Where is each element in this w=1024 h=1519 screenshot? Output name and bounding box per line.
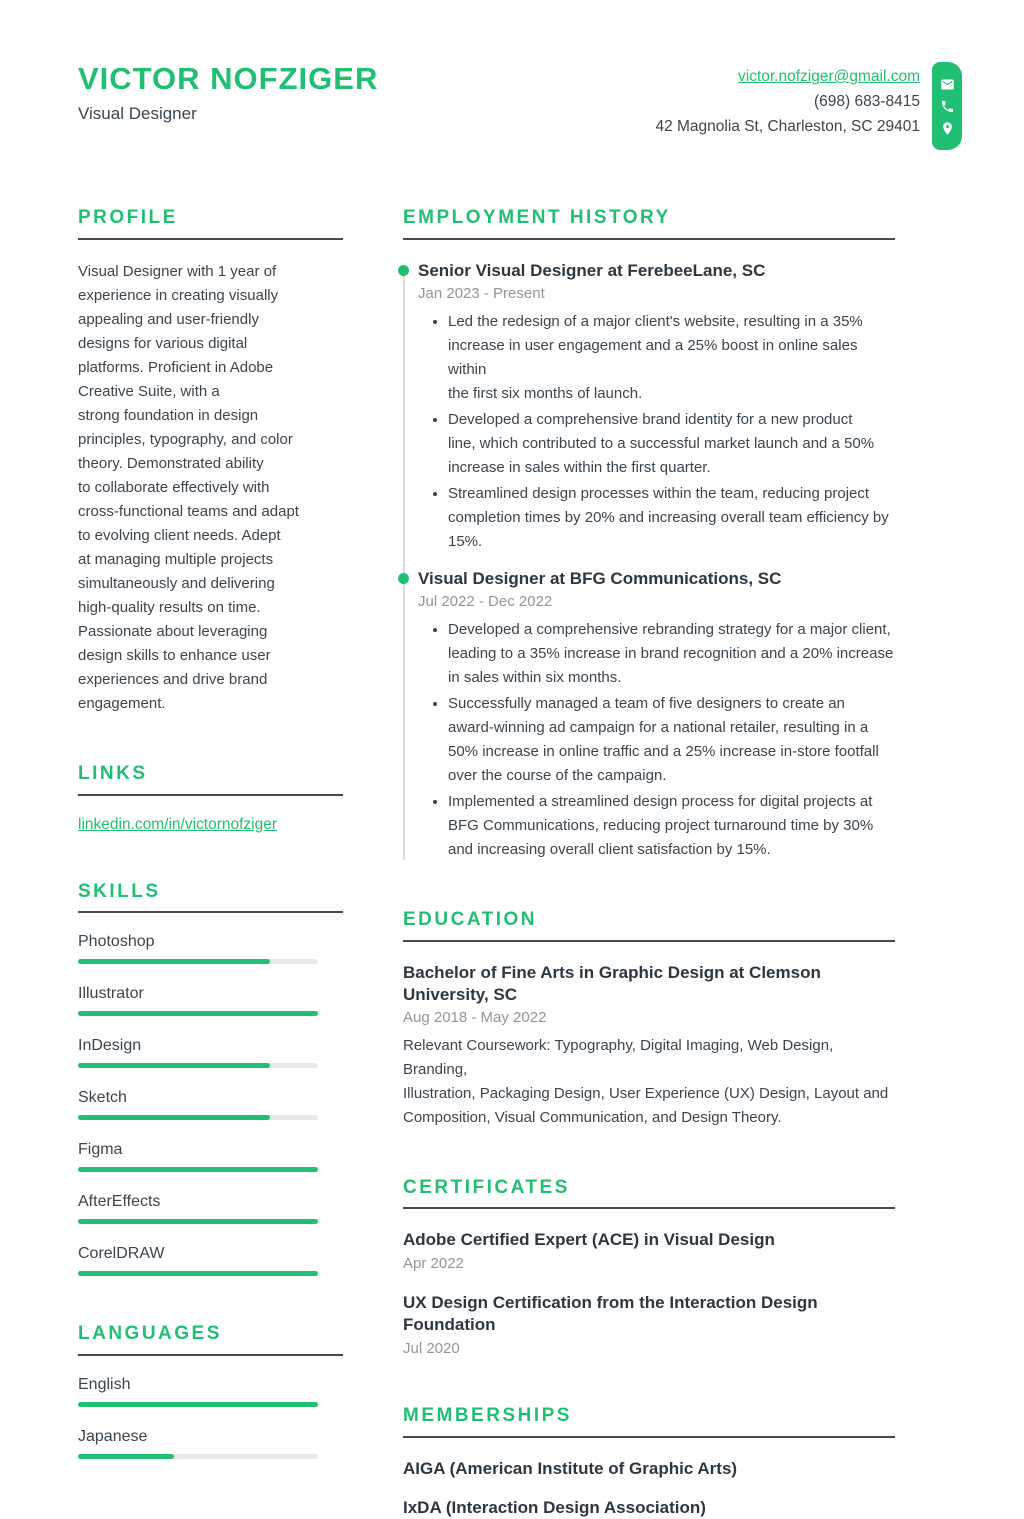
job-bullet: • Led the redesign of a major client's website, resulting in a 35% increase in user engagement and a 25% boost in online sales within the first six months of launch. bbox=[448, 310, 895, 406]
job-title: Senior Visual Designer at FerebeeLane, SC bbox=[418, 260, 766, 280]
body-columns bbox=[78, 207, 962, 1519]
job-dates: Jul 2022 - Dec 2022 bbox=[418, 592, 553, 610]
language-label: English bbox=[78, 1376, 131, 1394]
skill-bar-fill bbox=[78, 1167, 318, 1172]
section-skills bbox=[78, 881, 343, 1277]
profile-text: Visual Designer with 1 year of experience in creating visually appealing and user-friendly designs for various digital platforms. Proficient in Adobe Creative Suite, with a strong foundation in design principles, typography, and color theory. Demonstrated ability to collaborate effectively with cross-functional teams and adapt to evolving client needs. Adept at managing multiple projects simultaneously and delivering high-quality results on time. Passionate about leveraging design skills to enhance user experiences and drive brand engagement. bbox=[78, 262, 299, 712]
skill-bar bbox=[78, 1219, 318, 1224]
certificate-item bbox=[403, 1292, 895, 1358]
language-item bbox=[78, 1428, 343, 1459]
skill-bar-fill bbox=[78, 959, 270, 964]
skill-bar bbox=[78, 1115, 318, 1120]
language-bar bbox=[78, 1402, 318, 1407]
language-bar-fill bbox=[78, 1454, 174, 1459]
section-languages bbox=[78, 1323, 343, 1459]
skill-item bbox=[78, 933, 343, 964]
section-education bbox=[403, 909, 895, 1130]
contact-block bbox=[655, 62, 962, 150]
sidebar bbox=[78, 207, 343, 1519]
skill-label: AfterEffects bbox=[78, 1193, 161, 1211]
job-entry bbox=[418, 260, 895, 554]
linkedin-link[interactable]: linkedin.com/in/victornofziger bbox=[78, 815, 278, 833]
skill-bar bbox=[78, 1011, 318, 1016]
certificate-title: UX Design Certification from the Interaction Design Foundation bbox=[403, 1293, 818, 1335]
skill-item bbox=[78, 1141, 343, 1172]
person-name: VICTOR NOFZIGER bbox=[78, 61, 379, 96]
certificates-heading: CERTIFICATES bbox=[403, 1177, 895, 1210]
skill-bar-fill bbox=[78, 1219, 318, 1224]
skill-label: Photoshop bbox=[78, 933, 155, 951]
language-bar-fill bbox=[78, 1402, 318, 1407]
certificate-item bbox=[403, 1229, 895, 1273]
membership-item: AIGA (American Institute of Graphic Arts) bbox=[403, 1459, 738, 1479]
skill-item bbox=[78, 985, 343, 1016]
skill-bar bbox=[78, 959, 318, 964]
skill-bar bbox=[78, 1063, 318, 1068]
education-description: Relevant Coursework: Typography, Digital Imaging, Web Design, Branding, Illustration, Packaging Design, User Experience (UX) Design, Layout and Composition, Visual Communication, and Design Theory. bbox=[403, 1036, 889, 1126]
section-memberships bbox=[403, 1405, 895, 1519]
language-label: Japanese bbox=[78, 1428, 148, 1446]
skill-bar bbox=[78, 1271, 318, 1276]
mail-icon bbox=[940, 77, 955, 92]
language-item bbox=[78, 1376, 343, 1407]
skill-item bbox=[78, 1089, 343, 1120]
location-icon bbox=[940, 121, 955, 136]
employment-heading: EMPLOYMENT HISTORY bbox=[403, 207, 895, 240]
skill-bar-fill bbox=[78, 1115, 270, 1120]
language-bar bbox=[78, 1454, 318, 1459]
skill-bar-fill bbox=[78, 1011, 318, 1016]
skills-heading: SKILLS bbox=[78, 881, 343, 914]
job-bullet: • Developed a comprehensive rebranding strategy for a major client, leading to a 35% increase in brand recognition and a 20% increase in sales within six months. bbox=[448, 618, 895, 690]
header bbox=[78, 62, 962, 150]
phone-number: (698) 683-8415 bbox=[814, 93, 920, 110]
job-dates: Jan 2023 - Present bbox=[418, 284, 545, 302]
skill-bar-fill bbox=[78, 1271, 318, 1276]
skill-bar-fill bbox=[78, 1063, 270, 1068]
job-entry bbox=[418, 568, 895, 862]
job-bullet: • Streamlined design processes within the team, reducing project completion times by 20% and increasing overall team efficiency by 15%. bbox=[448, 482, 895, 554]
section-certificates bbox=[403, 1177, 895, 1359]
phone-icon bbox=[940, 99, 955, 114]
education-dates: Aug 2018 - May 2022 bbox=[403, 1008, 547, 1026]
skill-label: CorelDRAW bbox=[78, 1245, 165, 1263]
skill-label: Sketch bbox=[78, 1089, 127, 1107]
job-bullet: • Successfully managed a team of five designers to create an award-winning ad campaign for a national retailer, resulting in a 50% increase in online traffic and a 25% increase in-store footfall over the course of the campaign. bbox=[448, 692, 895, 788]
job-bullet-list bbox=[418, 310, 895, 554]
skill-item bbox=[78, 1245, 343, 1276]
email-link[interactable]: victor.nofziger@gmail.com bbox=[738, 68, 920, 85]
main-column bbox=[403, 207, 895, 1519]
section-employment bbox=[403, 207, 895, 862]
timeline-dot bbox=[398, 265, 409, 276]
postal-address: 42 Magnolia St, Charleston, SC 29401 bbox=[655, 118, 920, 135]
degree-title: Bachelor of Fine Arts in Graphic Design at Clemson University, SC bbox=[403, 962, 821, 1004]
contact-text bbox=[655, 62, 920, 139]
job-bullet-list bbox=[418, 618, 895, 862]
links-heading: LINKS bbox=[78, 763, 343, 796]
job-bullet: • Implemented a streamlined design process for digital projects at BFG Communications, reducing project turnaround time by 30% and increasing overall client satisfaction by 15%. bbox=[448, 790, 895, 862]
skill-item bbox=[78, 1193, 343, 1224]
languages-heading: LANGUAGES bbox=[78, 1323, 343, 1356]
education-heading: EDUCATION bbox=[403, 909, 895, 942]
membership-item: IxDA (Interaction Design Association) bbox=[403, 1498, 706, 1518]
skill-bar bbox=[78, 1167, 318, 1172]
timeline-dot bbox=[398, 573, 409, 584]
skill-label: Illustrator bbox=[78, 985, 144, 1003]
memberships-heading: MEMBERSHIPS bbox=[403, 1405, 895, 1438]
certificate-date: Jul 2020 bbox=[403, 1340, 460, 1358]
section-links bbox=[78, 763, 343, 834]
certificate-date: Apr 2022 bbox=[403, 1255, 464, 1273]
skill-label: InDesign bbox=[78, 1037, 142, 1055]
skill-item bbox=[78, 1037, 343, 1068]
identity-block bbox=[78, 62, 378, 124]
employment-timeline bbox=[403, 260, 895, 862]
skill-label: Figma bbox=[78, 1141, 123, 1159]
job-bullet: • Developed a comprehensive brand identity for a new product line, which contributed to a successful market launch and a 50% increase in sales within the first quarter. bbox=[448, 408, 895, 480]
job-title: Visual Designer at BFG Communications, SC bbox=[418, 568, 782, 588]
contact-icon-column bbox=[932, 62, 962, 150]
certificate-title: Adobe Certified Expert (ACE) in Visual Design bbox=[403, 1230, 775, 1250]
person-job-title: Visual Designer bbox=[78, 104, 197, 124]
section-profile bbox=[78, 207, 343, 716]
profile-heading: PROFILE bbox=[78, 207, 343, 240]
